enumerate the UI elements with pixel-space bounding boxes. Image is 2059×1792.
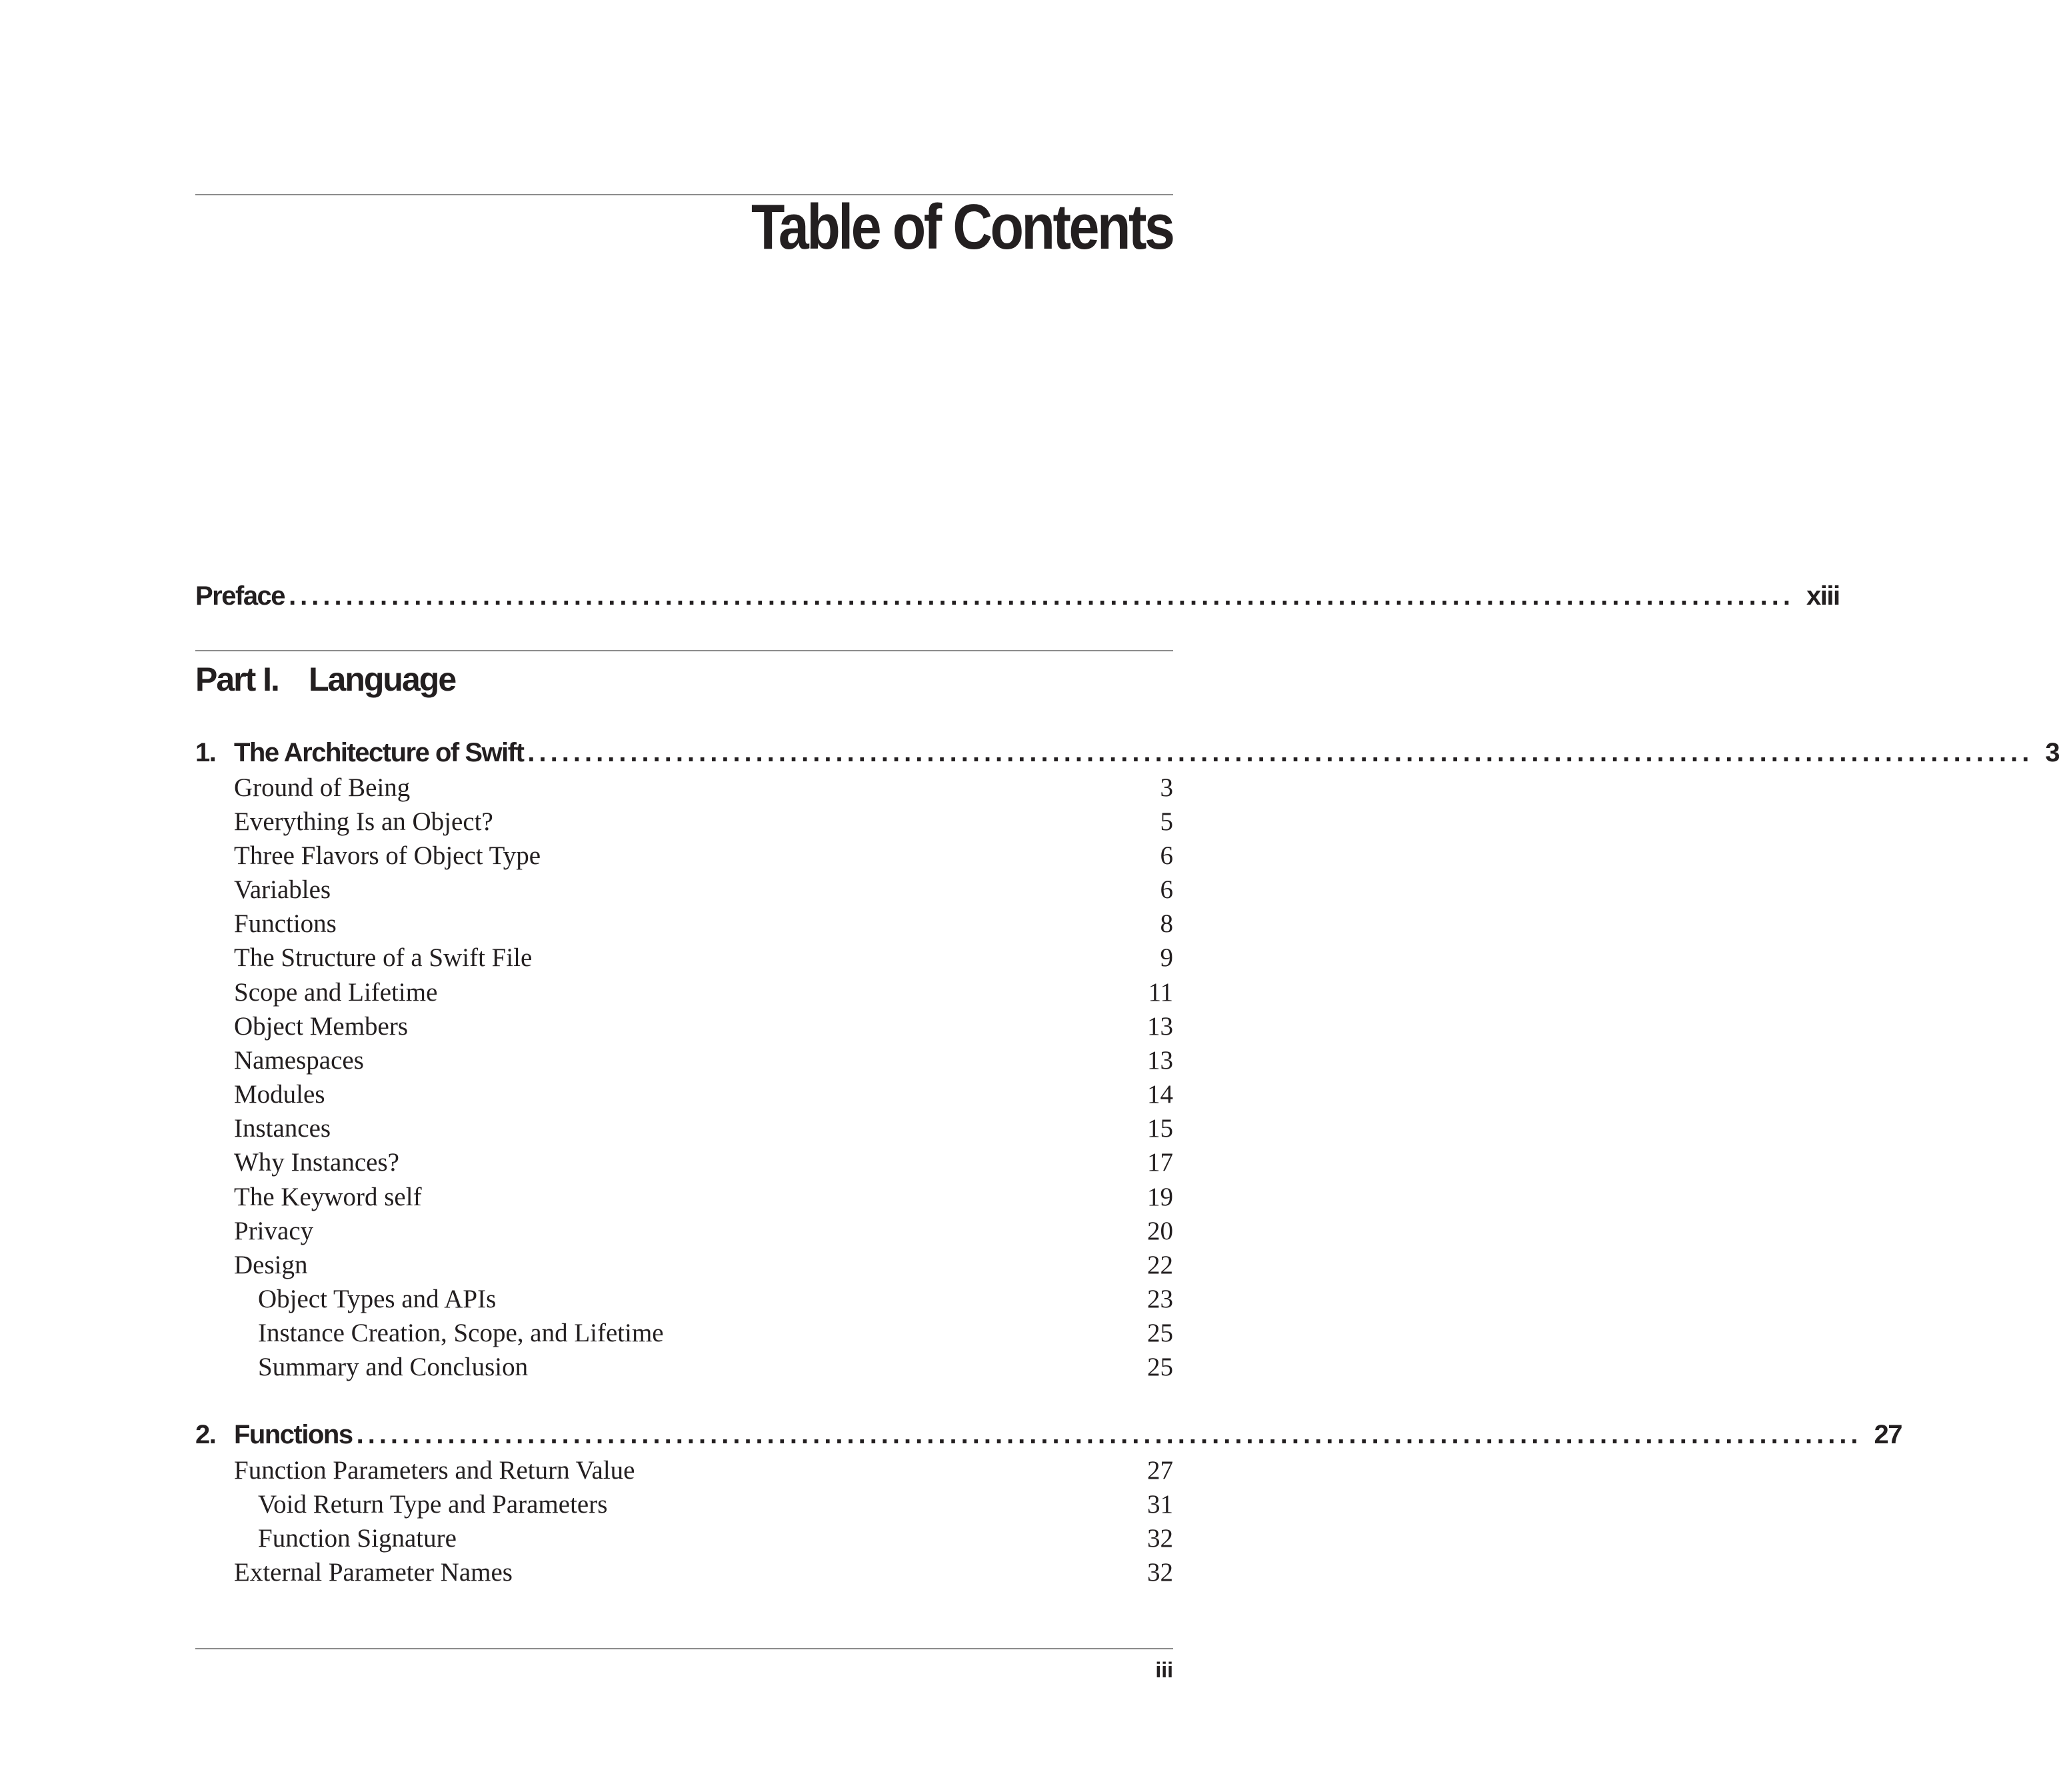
chapter-title: Functions <box>234 1420 353 1449</box>
section-title: Modules <box>234 1080 325 1109</box>
section-title: Object Types and APIs <box>258 1285 497 1313</box>
toc-section[interactable] <box>195 1045 1173 1080</box>
page-number: iii <box>1155 1658 1173 1682</box>
section-page: 25 <box>1147 1353 1173 1381</box>
toc-section[interactable] <box>195 1250 1173 1285</box>
toc-section[interactable] <box>195 1557 1173 1592</box>
section-page: 6 <box>1160 841 1173 870</box>
toc-section[interactable] <box>195 1147 1173 1182</box>
section-title: Function Parameters and Return Value <box>234 1456 635 1485</box>
section-title: Instances <box>234 1114 331 1143</box>
section-page: 22 <box>1147 1251 1173 1279</box>
section-title: Privacy <box>234 1217 314 1245</box>
section-page: 9 <box>1160 943 1173 972</box>
chapter-page: 3 <box>2045 738 2059 767</box>
toc-section[interactable] <box>195 841 1173 875</box>
dot-leader: .................................................................................................................................... <box>527 738 2034 767</box>
preface-page: xiii <box>1806 581 1840 611</box>
section-title: Namespaces <box>234 1046 364 1075</box>
section-title: The Structure of a Swift File <box>234 943 533 972</box>
toc-section[interactable] <box>195 1182 1173 1217</box>
section-page: 32 <box>1147 1558 1173 1587</box>
toc-section[interactable] <box>195 773 1173 807</box>
section-title: Three Flavors of Object Type <box>234 841 541 870</box>
section-page: 31 <box>1147 1490 1173 1519</box>
toc-subsection[interactable] <box>195 1352 1173 1387</box>
chapter-number: 1. <box>195 738 216 767</box>
chapter-title: The Architecture of Swift <box>234 738 524 767</box>
section-page: 5 <box>1160 807 1173 836</box>
section-title: Why Instances? <box>234 1148 399 1177</box>
part-name: Language <box>309 661 456 698</box>
toc-section[interactable] <box>195 943 1173 977</box>
section-page: 32 <box>1147 1524 1173 1553</box>
preface-label: Preface <box>195 581 285 611</box>
section-title: Scope and Lifetime <box>234 978 438 1007</box>
section-title: Summary and Conclusion <box>258 1353 529 1381</box>
section-page: 11 <box>1148 978 1173 1007</box>
toc-entry-preface[interactable] <box>195 581 1840 616</box>
section-title: The Keyword self <box>234 1183 422 1211</box>
bottom-rule <box>195 1648 1173 1649</box>
dot-leader: .................................................................................................................................... <box>356 1420 1862 1449</box>
section-title: Functions <box>234 909 337 938</box>
toc-subsection[interactable] <box>195 1284 1173 1319</box>
chapter-number: 2. <box>195 1420 216 1449</box>
section-title: Instance Creation, Scope, and Lifetime <box>258 1319 664 1347</box>
toc-section[interactable] <box>195 1113 1173 1148</box>
dot-leader: .................................................................................................................................... <box>289 581 1795 611</box>
section-title: Everything Is an Object? <box>234 807 493 836</box>
part-rule <box>195 650 1173 651</box>
section-page: 15 <box>1147 1114 1173 1143</box>
section-title: Function Signature <box>258 1524 457 1553</box>
section-page: 19 <box>1147 1183 1173 1211</box>
toc-subsection[interactable] <box>195 1318 1173 1353</box>
toc-section[interactable] <box>195 1455 1173 1490</box>
section-page: 20 <box>1147 1217 1173 1245</box>
section-page: 3 <box>1160 773 1173 802</box>
toc-subsection[interactable] <box>195 1523 1173 1558</box>
chapter-page: 27 <box>1874 1420 1902 1449</box>
toc-entry-chapter-2[interactable] <box>195 1420 1902 1455</box>
section-title: Ground of Being <box>234 773 411 802</box>
toc-section[interactable] <box>195 1216 1173 1251</box>
toc-entry-chapter-1[interactable] <box>195 738 2059 773</box>
section-page: 6 <box>1160 875 1173 904</box>
section-page: 13 <box>1147 1046 1173 1075</box>
section-page: 17 <box>1147 1148 1173 1177</box>
toc-section[interactable] <box>195 807 1173 841</box>
section-title: External Parameter Names <box>234 1558 513 1587</box>
section-page: 25 <box>1147 1319 1173 1347</box>
toc-section[interactable] <box>195 875 1173 909</box>
toc-section[interactable] <box>195 977 1173 1012</box>
section-title: Variables <box>234 875 331 904</box>
part-heading <box>195 660 455 699</box>
section-page: 8 <box>1160 909 1173 938</box>
page-title: Table of Contents <box>751 191 1173 263</box>
part-label: Part I. <box>195 661 279 698</box>
toc-section[interactable] <box>195 909 1173 943</box>
section-title: Void Return Type and Parameters <box>258 1490 608 1519</box>
section-title: Object Members <box>234 1012 409 1041</box>
toc-section[interactable] <box>195 1079 1173 1114</box>
toc-subsection[interactable] <box>195 1489 1173 1524</box>
section-title: Design <box>234 1251 308 1279</box>
section-page: 23 <box>1147 1285 1173 1313</box>
toc-section[interactable] <box>195 1011 1173 1046</box>
section-page: 13 <box>1147 1012 1173 1041</box>
section-page: 27 <box>1147 1456 1173 1485</box>
section-page: 14 <box>1147 1080 1173 1109</box>
